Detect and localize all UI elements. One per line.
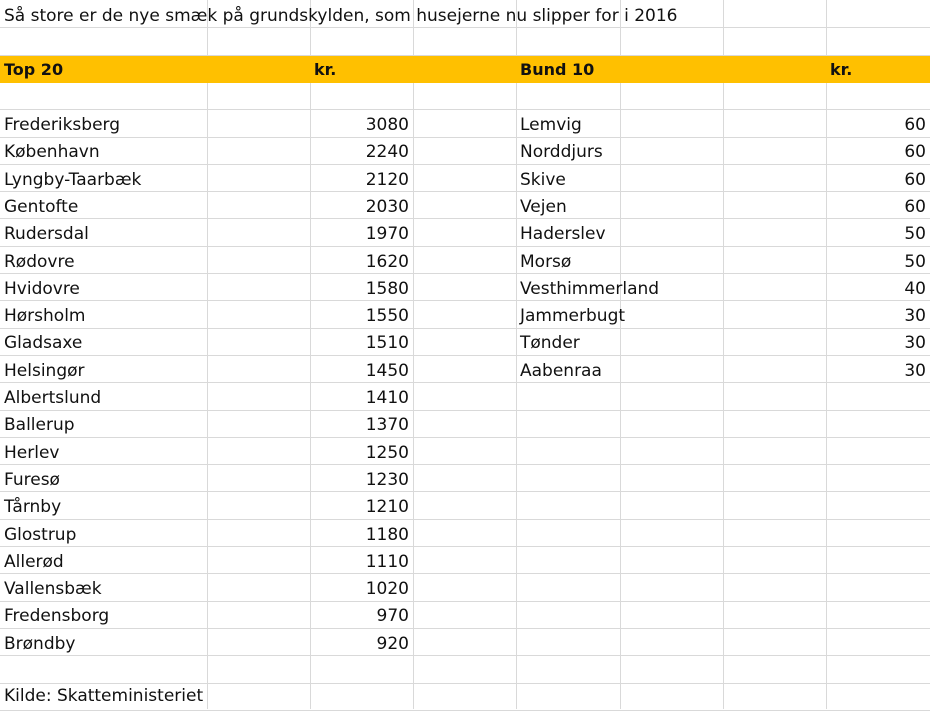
bottom-row-value: 30 [904, 306, 926, 327]
top-row-value: 920 [376, 633, 409, 654]
gridline [0, 601, 930, 602]
gridline [0, 519, 930, 520]
bottom-row-name: Lemvig [520, 115, 582, 135]
gridline [0, 628, 930, 629]
bottom-header-label: Bund 10 [520, 60, 595, 79]
gridline [0, 246, 930, 247]
gridline [0, 573, 930, 574]
top-row-name: Fredensborg [4, 606, 110, 627]
bottom-row-name: Jammerbugt [520, 306, 626, 327]
bottom-row-name: Vejen [520, 196, 567, 217]
bottom-row-value: 60 [904, 115, 926, 135]
top-row-name: København [4, 142, 100, 163]
bottom-row-name: Skive [520, 169, 566, 190]
top-row-name: Brøndby [4, 633, 76, 654]
top-row-name: Tårnby [4, 497, 62, 518]
top-header-unit: kr. [314, 60, 337, 79]
top-row-value: 1250 [365, 442, 409, 463]
gridline [0, 137, 930, 138]
gridline [0, 109, 930, 110]
source-note: Kilde: Skatteministeriet [4, 686, 204, 706]
gridline [0, 218, 930, 219]
top-row-value: 1210 [365, 497, 409, 518]
top-row-name: Frederiksberg [4, 115, 121, 135]
top-row-name: Gladsaxe [4, 333, 83, 354]
bottom-row-value: 60 [904, 142, 926, 163]
gridline [0, 273, 930, 274]
top-row-name: Rudersdal [4, 224, 89, 245]
gridline [0, 300, 930, 301]
top-row-value: 1180 [365, 524, 409, 545]
top-row-name: Albertslund [4, 388, 102, 408]
top-row-value: 1550 [365, 306, 409, 327]
top-row-name: Hørsholm [4, 306, 86, 327]
top-row-value: 1620 [365, 251, 409, 272]
top-row-name: Herlev [4, 442, 60, 463]
top-row-value: 1580 [365, 278, 409, 299]
top-row-value: 1020 [365, 579, 409, 600]
bottom-row-value: 50 [904, 251, 926, 272]
bottom-row-value: 50 [904, 224, 926, 245]
top-row-value: 2120 [365, 169, 409, 190]
top-row-value: 1450 [365, 360, 409, 381]
top-row-name: Ballerup [4, 415, 75, 436]
top-row-value: 1370 [365, 415, 409, 436]
bottom-row-name: Aabenraa [520, 360, 602, 381]
top-row-value: 1230 [365, 469, 409, 490]
top-row-value: 2240 [365, 142, 409, 163]
top-row-name: Glostrup [4, 524, 77, 545]
gridline [0, 382, 930, 383]
bottom-row-value: 60 [904, 196, 926, 217]
top-row-name: Lyngby-Taarbæk [4, 169, 142, 190]
bottom-row-name: Morsø [520, 251, 572, 272]
bottom-row-value: 30 [904, 333, 926, 354]
gridline [0, 410, 930, 411]
top-row-name: Furesø [4, 469, 60, 490]
gridline [0, 164, 930, 165]
sheet-title: Så store er de nye smæk på grundskylden, som husejerne nu slipper for i 2016 [4, 6, 678, 26]
top-row-name: Vallensbæk [4, 579, 102, 600]
bottom-row-value: 60 [904, 169, 926, 190]
top-row-value: 970 [376, 606, 409, 627]
top-row-value: 1510 [365, 333, 409, 354]
bottom-row-name: Norddjurs [520, 142, 603, 163]
top-row-name: Rødovre [4, 251, 75, 272]
gridline [0, 546, 930, 547]
top-row-value: 2030 [365, 196, 409, 217]
top-row-name: Hvidovre [4, 278, 80, 299]
bottom-row-name: Tønder [520, 333, 580, 354]
bottom-row-value: 40 [904, 278, 926, 299]
gridline [0, 437, 930, 438]
bottom-row-name: Haderslev [520, 224, 606, 245]
bottom-row-name: Vesthimmerland [520, 278, 660, 299]
bottom-header-unit: kr. [830, 60, 853, 79]
top-row-name: Gentofte [4, 196, 79, 217]
gridline [0, 655, 930, 656]
top-row-name: Allerød [4, 551, 64, 572]
top-row-value: 1970 [365, 224, 409, 245]
gridline [0, 491, 930, 492]
top-row-value: 1110 [365, 551, 409, 572]
top-header-label: Top 20 [4, 60, 64, 79]
top-row-value: 1410 [365, 388, 409, 408]
bottom-row-value: 30 [904, 360, 926, 381]
gridline [0, 464, 930, 465]
top-row-name: Helsingør [4, 360, 85, 381]
top-row-value: 3080 [365, 115, 409, 135]
gridline [0, 328, 930, 329]
gridline [0, 355, 930, 356]
header-band [0, 56, 930, 83]
